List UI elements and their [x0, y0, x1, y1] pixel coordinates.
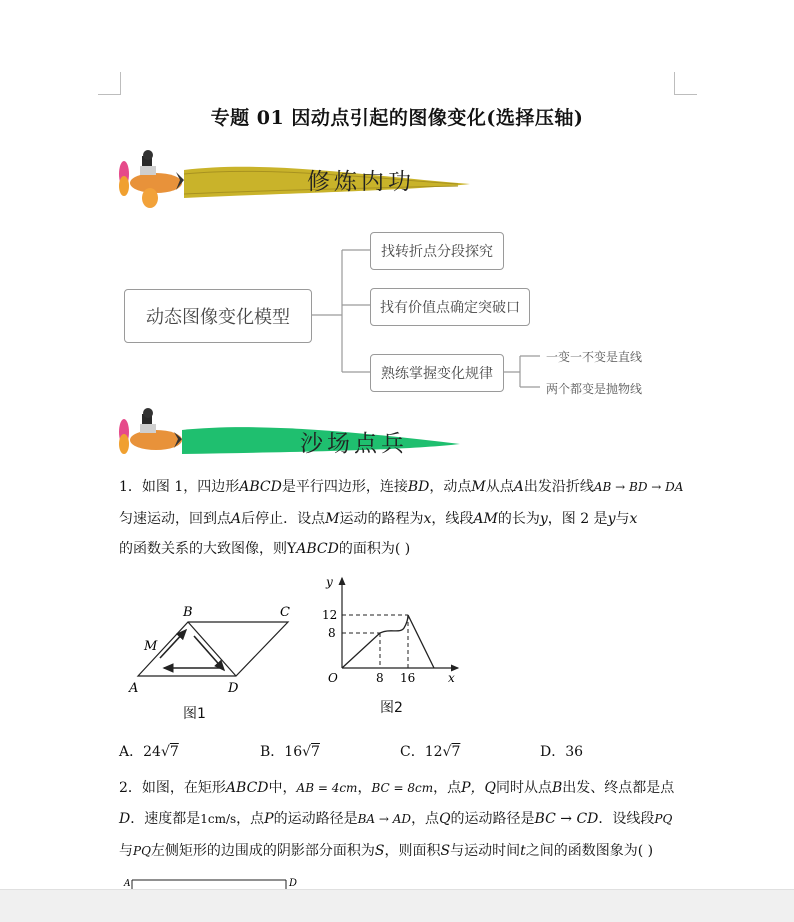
fig2-axis-y: y [326, 575, 333, 589]
option-d[interactable]: D．36 [540, 744, 584, 760]
fig1-label-c: C [280, 605, 290, 620]
fig2-origin: O [328, 671, 338, 685]
fig2-tick-8: 8 [328, 626, 336, 640]
figure-2-graph [318, 572, 468, 692]
mindmap-leaf-1: 一变一不变是直线 [546, 350, 643, 364]
fig1-label-d: D [228, 681, 239, 696]
mindmap-leaf-2: 两个都变是抛物线 [546, 382, 643, 396]
mindmap-branch-1: 找转折点分段探究 [370, 232, 504, 270]
page-title: 专题 01 因动点引起的图像变化(选择压轴) [210, 107, 584, 129]
fig1-label-b: B [183, 605, 193, 620]
figure-1-parallelogram [120, 600, 305, 700]
viewer-bottom-bar [0, 889, 794, 922]
banner-title-2: 沙场点兵 [300, 431, 408, 457]
fig2-xtick-8: 8 [376, 671, 384, 685]
option-a[interactable]: A．24√7 [119, 744, 179, 760]
q2-line-2: D．速度都是1cm/s，点P的运动路径是BA → AD，点Q的运动路径是BC → CD．设线段PQ [119, 811, 673, 827]
fig1-label-a: A [129, 681, 139, 696]
q1-line-3: 的函数关系的大致图像，则YABCD的面积为( ) [119, 541, 411, 557]
fig2-xtick-16: 16 [400, 671, 416, 685]
banner-title-1: 修炼内功 [307, 169, 415, 195]
mindmap-branch-3: 熟练掌握变化规律 [370, 354, 504, 392]
option-c[interactable]: C．12√7 [400, 744, 461, 760]
fig1-label-m: M [144, 639, 158, 654]
q2-line-3: 与PQ左侧矩形的边围成的阴影部分面积为S，则面积S与运动时间t之间的函数图象为( ) [119, 843, 654, 859]
q2-line-1: 2．如图，在矩形ABCD中，AB = 4cm，BC = 8cm，点P，Q同时从点B出发、终点都是点 [119, 780, 675, 796]
q2-fig-label-a: A [124, 879, 131, 889]
fig2-axis-x: x [448, 671, 455, 685]
q1-line-1: 1．如图 1，四边形ABCD是平行四边形，连接BD，动点M从点A出发沿折线AB → BD → DA [119, 479, 684, 495]
option-b[interactable]: B．16√7 [260, 744, 320, 760]
fig2-caption: 图2 [380, 700, 403, 716]
airplane-icon [119, 408, 182, 454]
fig1-caption: 图1 [183, 706, 206, 722]
mindmap-root: 动态图像变化模型 [124, 289, 312, 343]
q2-fig-label-d: D [289, 878, 298, 889]
banner-airplane-2 [118, 408, 468, 468]
q1-line-2: 匀速运动，回到点A后停止．设点M运动的路程为x，线段AM的长为y，图 2 是y与x [119, 511, 638, 527]
fig2-tick-12: 12 [322, 608, 338, 622]
mindmap-branch-2: 找有价值点确定突破口 [370, 288, 530, 326]
